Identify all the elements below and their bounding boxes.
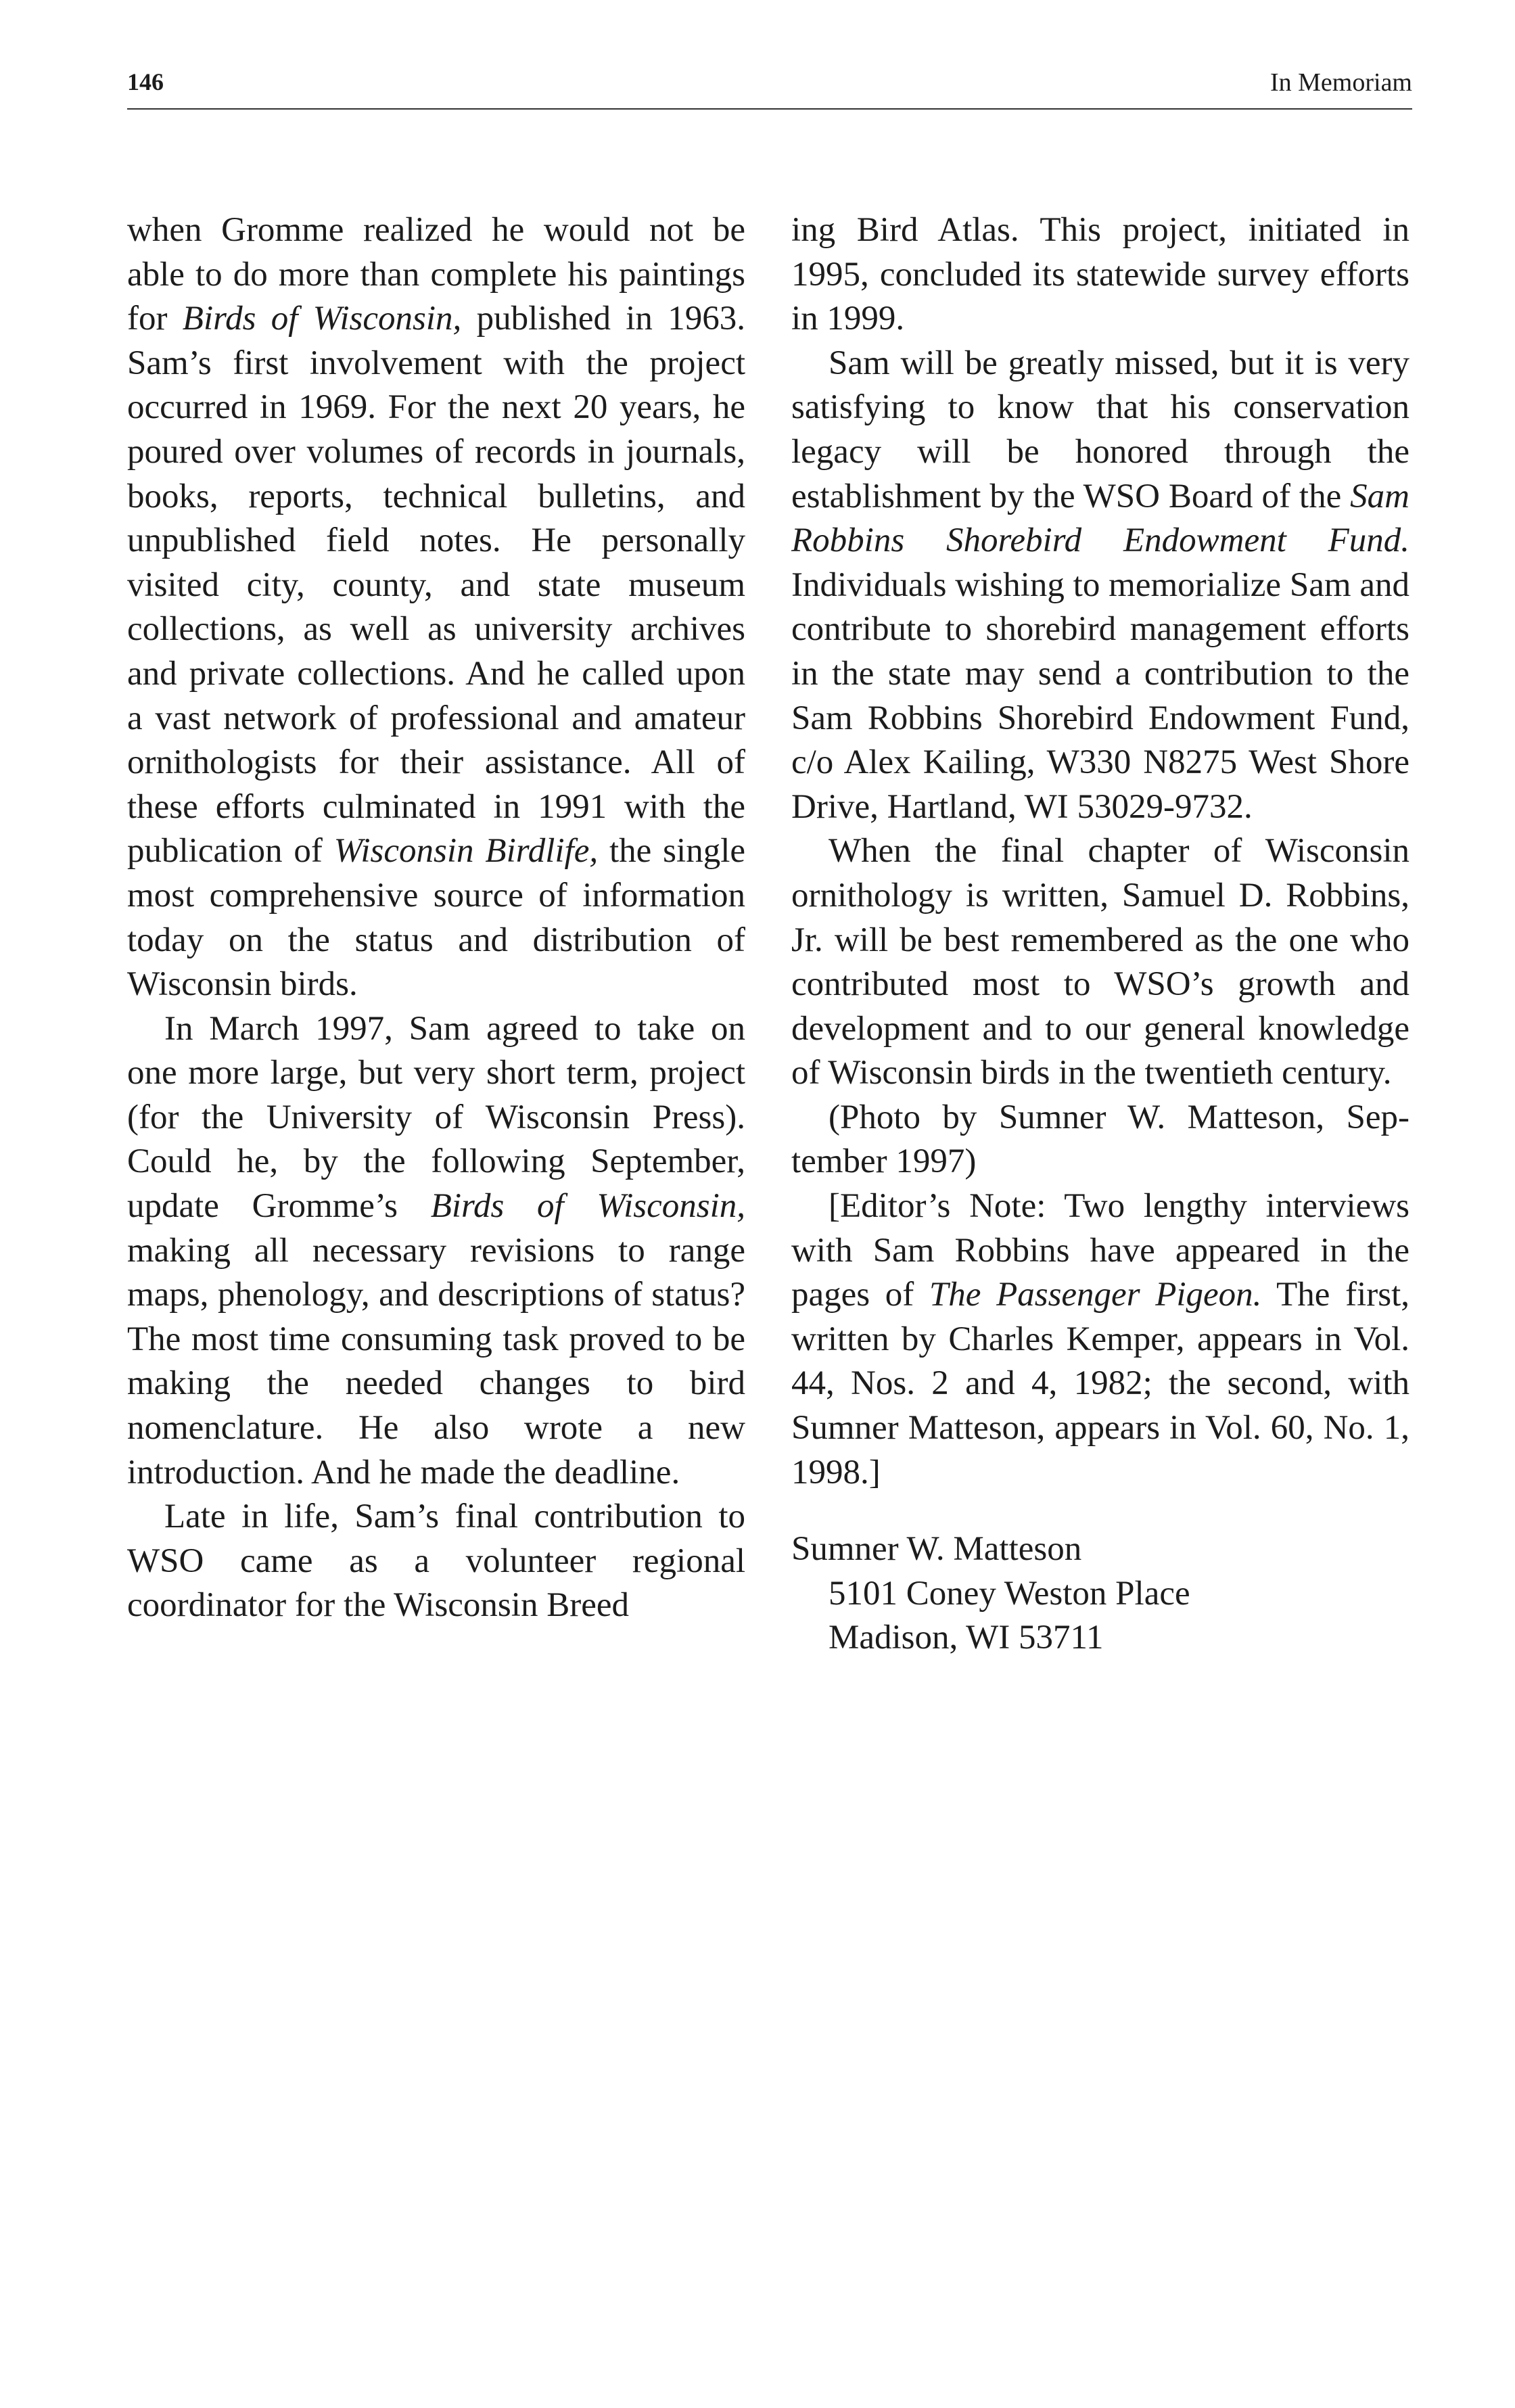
italic-title: Birds of Wisconsin, [182, 300, 462, 338]
paragraph: when Gromme realized he would not be able to do more than complete his paintings for Birds of Wisconsin, published in 1963. Sam’s first involvement with the project occurred in 1969. For the next 20 years, he poured over volumes of records in journals, books, reports, technical bulletins, and unpublished field notes. He personally visited city, county, and state museum collections, as well as university archives and private collections. And he called upon a vast network of professional and amateur ornithologists for their assistance. All of these efforts culminated in 1991 with the publication of Wisconsin Birdlife, the single most comprehensive source of information today on the status and distribution of Wisconsin birds. [127, 211, 745, 1004]
paragraph: Sam will be greatly missed, but it is very satisfying to know that his conservation legacy will be honored through the establishment by the WSO Board of the Sam Robbins Shorebird Endowment Fund. Individuals wishing to memorialize Sam and contribute to shorebird management efforts in the state may send a contribution to the Sam Robbins Shorebird Endowment Fund, c/o Alex Kailing, W330 N8275 West Shore Drive, Hartland, WI 53029-9732. [791, 344, 1409, 826]
author-address-line2: Madison, WI 53711 [829, 1619, 1104, 1657]
paragraph: When the final chapter of Wisconsin ornithology is written, Samuel D. Robbins, Jr. will be best remembered as the one who contributed most to WSO’s growth and development and to our general knowledge of Wisconsin birds in the twentieth century. [791, 832, 1409, 1092]
header-rule [127, 108, 1412, 110]
editors-note: [Editor’s Note: Two lengthy interviews with Sam Robbins have appeared in the pages of The Passenger Pigeon. The first, written by Charles Kemper, appears in Vol. 44, Nos. 2 and 4, 1982; the second, with Sumner Matteson, appears in Vol. 60, No. 1, 1998.] [791, 1187, 1409, 1491]
italic-title: Birds of Wisconsin, [430, 1187, 745, 1226]
paragraph: In March 1997, Sam agreed to take on one more large, but very short term, project (for the University of Wisconsin Press). Could he, by the following September, update Gromme’s Birds of Wisconsin, making all necessary revisions to range maps, phenology, and descriptions of status? The most time consuming task proved to be making the needed changes to bird nomenclature. He also wrote a new introduction. And he made the deadline. [127, 1009, 745, 1491]
paragraph: Late in life, Sam’s final contribution to WSO came as a volunteer regional coordinator for the Wisconsin Breed [127, 1498, 745, 1625]
page-header [127, 68, 1412, 108]
author-address-line1: 5101 Coney Weston Place [829, 1574, 1190, 1613]
paragraph: ing Bird Atlas. This project, initiated in 1995, concluded its statewide survey efforts in 1999. [791, 211, 1409, 338]
right-column [791, 208, 1409, 1661]
italic-title: The Passenger Pigeon. [929, 1276, 1262, 1314]
author-name: Sumner W. Matteson [791, 1530, 1082, 1569]
italic-title: Wisconsin Birdlife, [333, 832, 599, 871]
italic-title: Sam Robbins Shorebird Endowment Fund. [791, 477, 1409, 560]
page-number: 146 [127, 68, 164, 95]
author-signature [791, 1527, 1409, 1661]
running-head: In Memoriam [1269, 68, 1412, 97]
left-column [127, 208, 745, 1628]
photo-credit: (Photo by Sumner W. Matteson, September 1997) [791, 1098, 1409, 1181]
